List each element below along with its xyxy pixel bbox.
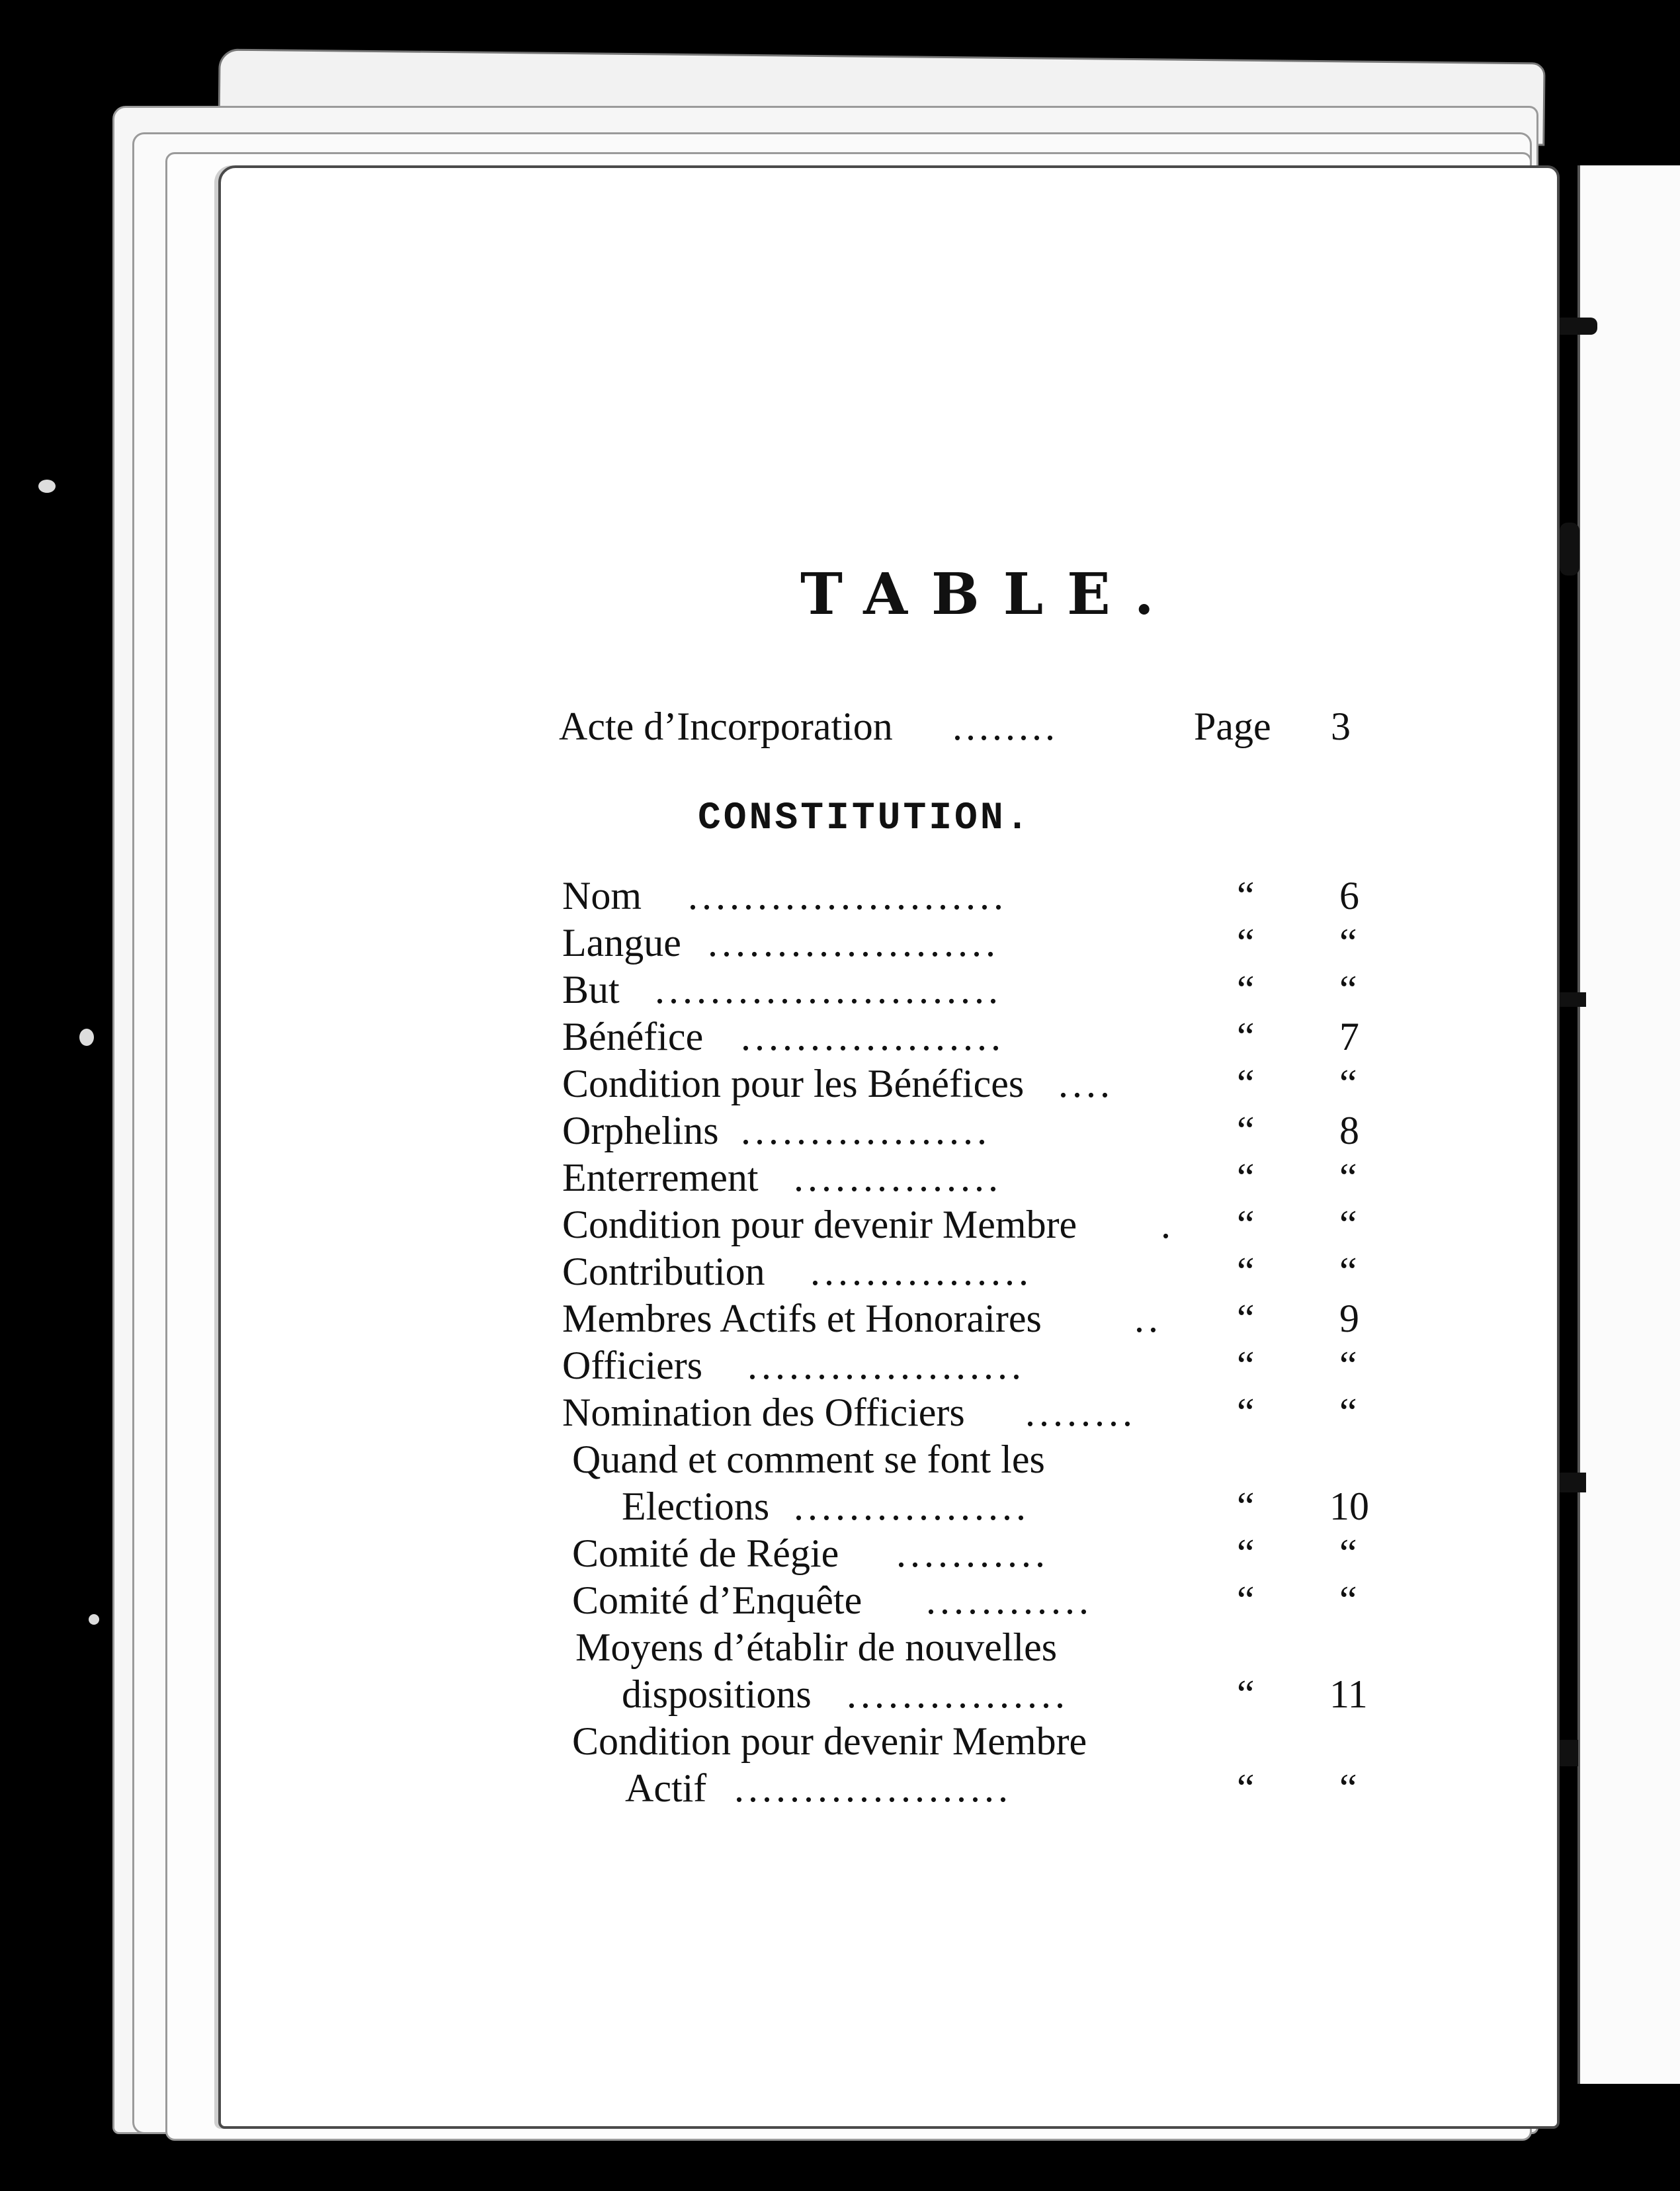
ditto-mark: “ [1237, 874, 1255, 918]
page-number: 6 [1339, 874, 1359, 918]
page-number: “ [1339, 1344, 1357, 1387]
facing-page-edge [1577, 165, 1680, 2084]
page-label: Page [1194, 705, 1271, 748]
toc-leader-dots: ................ [810, 1250, 1032, 1293]
toc-leader-dots: ................... [741, 1015, 1005, 1058]
toc-entry-label: Elections [622, 1484, 770, 1528]
page-number: 7 [1339, 1015, 1359, 1058]
toc-leader-dots: ........... [896, 1531, 1049, 1575]
toc-entry-label: Nom [562, 874, 642, 918]
page-number: 10 [1329, 1484, 1369, 1528]
toc-entry-label: Membres Actifs et Honoraires [562, 1297, 1042, 1340]
toc-leader-dots: ........ [952, 705, 1058, 748]
ditto-mark: “ [1237, 921, 1255, 965]
toc-entry-label: Bénéfice [562, 1015, 704, 1058]
ditto-mark: “ [1237, 1531, 1255, 1575]
ditto-mark: “ [1237, 968, 1255, 1011]
page-number: “ [1339, 968, 1357, 1011]
toc-leader-dots: . [1161, 1203, 1175, 1246]
dust-speck [89, 1614, 99, 1625]
toc-leader-dots: ............... [794, 1156, 1002, 1199]
toc-entry-label: Moyens d’établir de nouvelles [575, 1625, 1058, 1669]
ditto-mark: “ [1237, 1250, 1255, 1293]
toc-leader-dots: ..................... [708, 921, 999, 965]
dust-speck [38, 480, 56, 493]
toc-entry-label: Orphelins [562, 1109, 719, 1152]
page-number: “ [1339, 1391, 1357, 1434]
toc-leader-dots: .... [1058, 1062, 1114, 1105]
toc-leader-dots: .................. [741, 1109, 991, 1152]
ditto-mark: “ [1237, 1672, 1255, 1716]
ditto-mark: “ [1237, 1344, 1255, 1387]
ditto-mark: “ [1237, 1203, 1255, 1246]
page-number: 11 [1329, 1672, 1368, 1716]
page-number: “ [1339, 1531, 1357, 1575]
page-title: TABLE. [800, 561, 1178, 628]
toc-entry-label: Enterrement [562, 1156, 759, 1199]
binding-thread-mark [1560, 523, 1579, 576]
page-number: 9 [1339, 1297, 1359, 1340]
page-number: 8 [1339, 1109, 1359, 1152]
ditto-mark: “ [1237, 1109, 1255, 1152]
ditto-mark: “ [1237, 1062, 1255, 1105]
page-number: “ [1339, 921, 1357, 965]
toc-leader-dots: ........ [1025, 1391, 1136, 1434]
section-heading: CONSTITUTION. [698, 797, 1032, 840]
dust-speck [79, 1029, 94, 1046]
toc-leader-dots: ....................... [688, 874, 1007, 918]
page-number: “ [1339, 1766, 1357, 1810]
binding-thread-mark [1556, 1473, 1586, 1492]
page-number: “ [1339, 1250, 1357, 1293]
toc-entry-label: dispositions [622, 1672, 812, 1716]
ditto-mark: “ [1237, 1391, 1255, 1434]
toc-entry-label: Actif [625, 1766, 707, 1810]
toc-entry-label: Condition pour devenir Membre [562, 1203, 1077, 1246]
toc-entry-label: Quand et comment se font les [572, 1438, 1045, 1481]
toc-leader-dots: ......................... [655, 968, 1002, 1011]
toc-leader-dots: ................ [847, 1672, 1069, 1716]
ditto-mark: “ [1237, 1766, 1255, 1810]
toc-leader-dots: .................... [734, 1766, 1012, 1810]
page-number: 3 [1331, 705, 1351, 748]
ditto-mark: “ [1237, 1578, 1255, 1622]
page-number: “ [1339, 1203, 1357, 1246]
toc-entry-label: Condition pour devenir Membre [572, 1719, 1087, 1763]
toc-entry-label: Condition pour les Bénéfices [562, 1062, 1025, 1105]
page-number: “ [1339, 1156, 1357, 1199]
ditto-mark: “ [1237, 1015, 1255, 1058]
toc-leader-dots: .................... [747, 1344, 1025, 1387]
page-number: “ [1339, 1062, 1357, 1105]
toc-entry-label: Contribution [562, 1250, 765, 1293]
page-number: “ [1339, 1578, 1357, 1622]
toc-entry-label: Nomination des Officiers [562, 1391, 965, 1434]
toc-leader-dots: ............ [926, 1578, 1093, 1622]
binding-thread-mark [1560, 992, 1586, 1007]
toc-entry-label: But [562, 968, 620, 1011]
toc-entry-label: Officiers [562, 1344, 703, 1387]
ditto-mark: “ [1237, 1156, 1255, 1199]
toc-entry-label: Langue [562, 921, 681, 965]
toc-leader-dots: .. [1134, 1297, 1162, 1340]
toc-entry-label: Comité d’Enquête [572, 1578, 862, 1622]
ditto-mark: “ [1237, 1297, 1255, 1340]
ditto-mark: “ [1237, 1484, 1255, 1528]
toc-entry-label: Comité de Régie [572, 1531, 839, 1575]
toc-entry-label: Acte d’Incorporation [559, 705, 893, 748]
toc-leader-dots: ................. [794, 1484, 1030, 1528]
